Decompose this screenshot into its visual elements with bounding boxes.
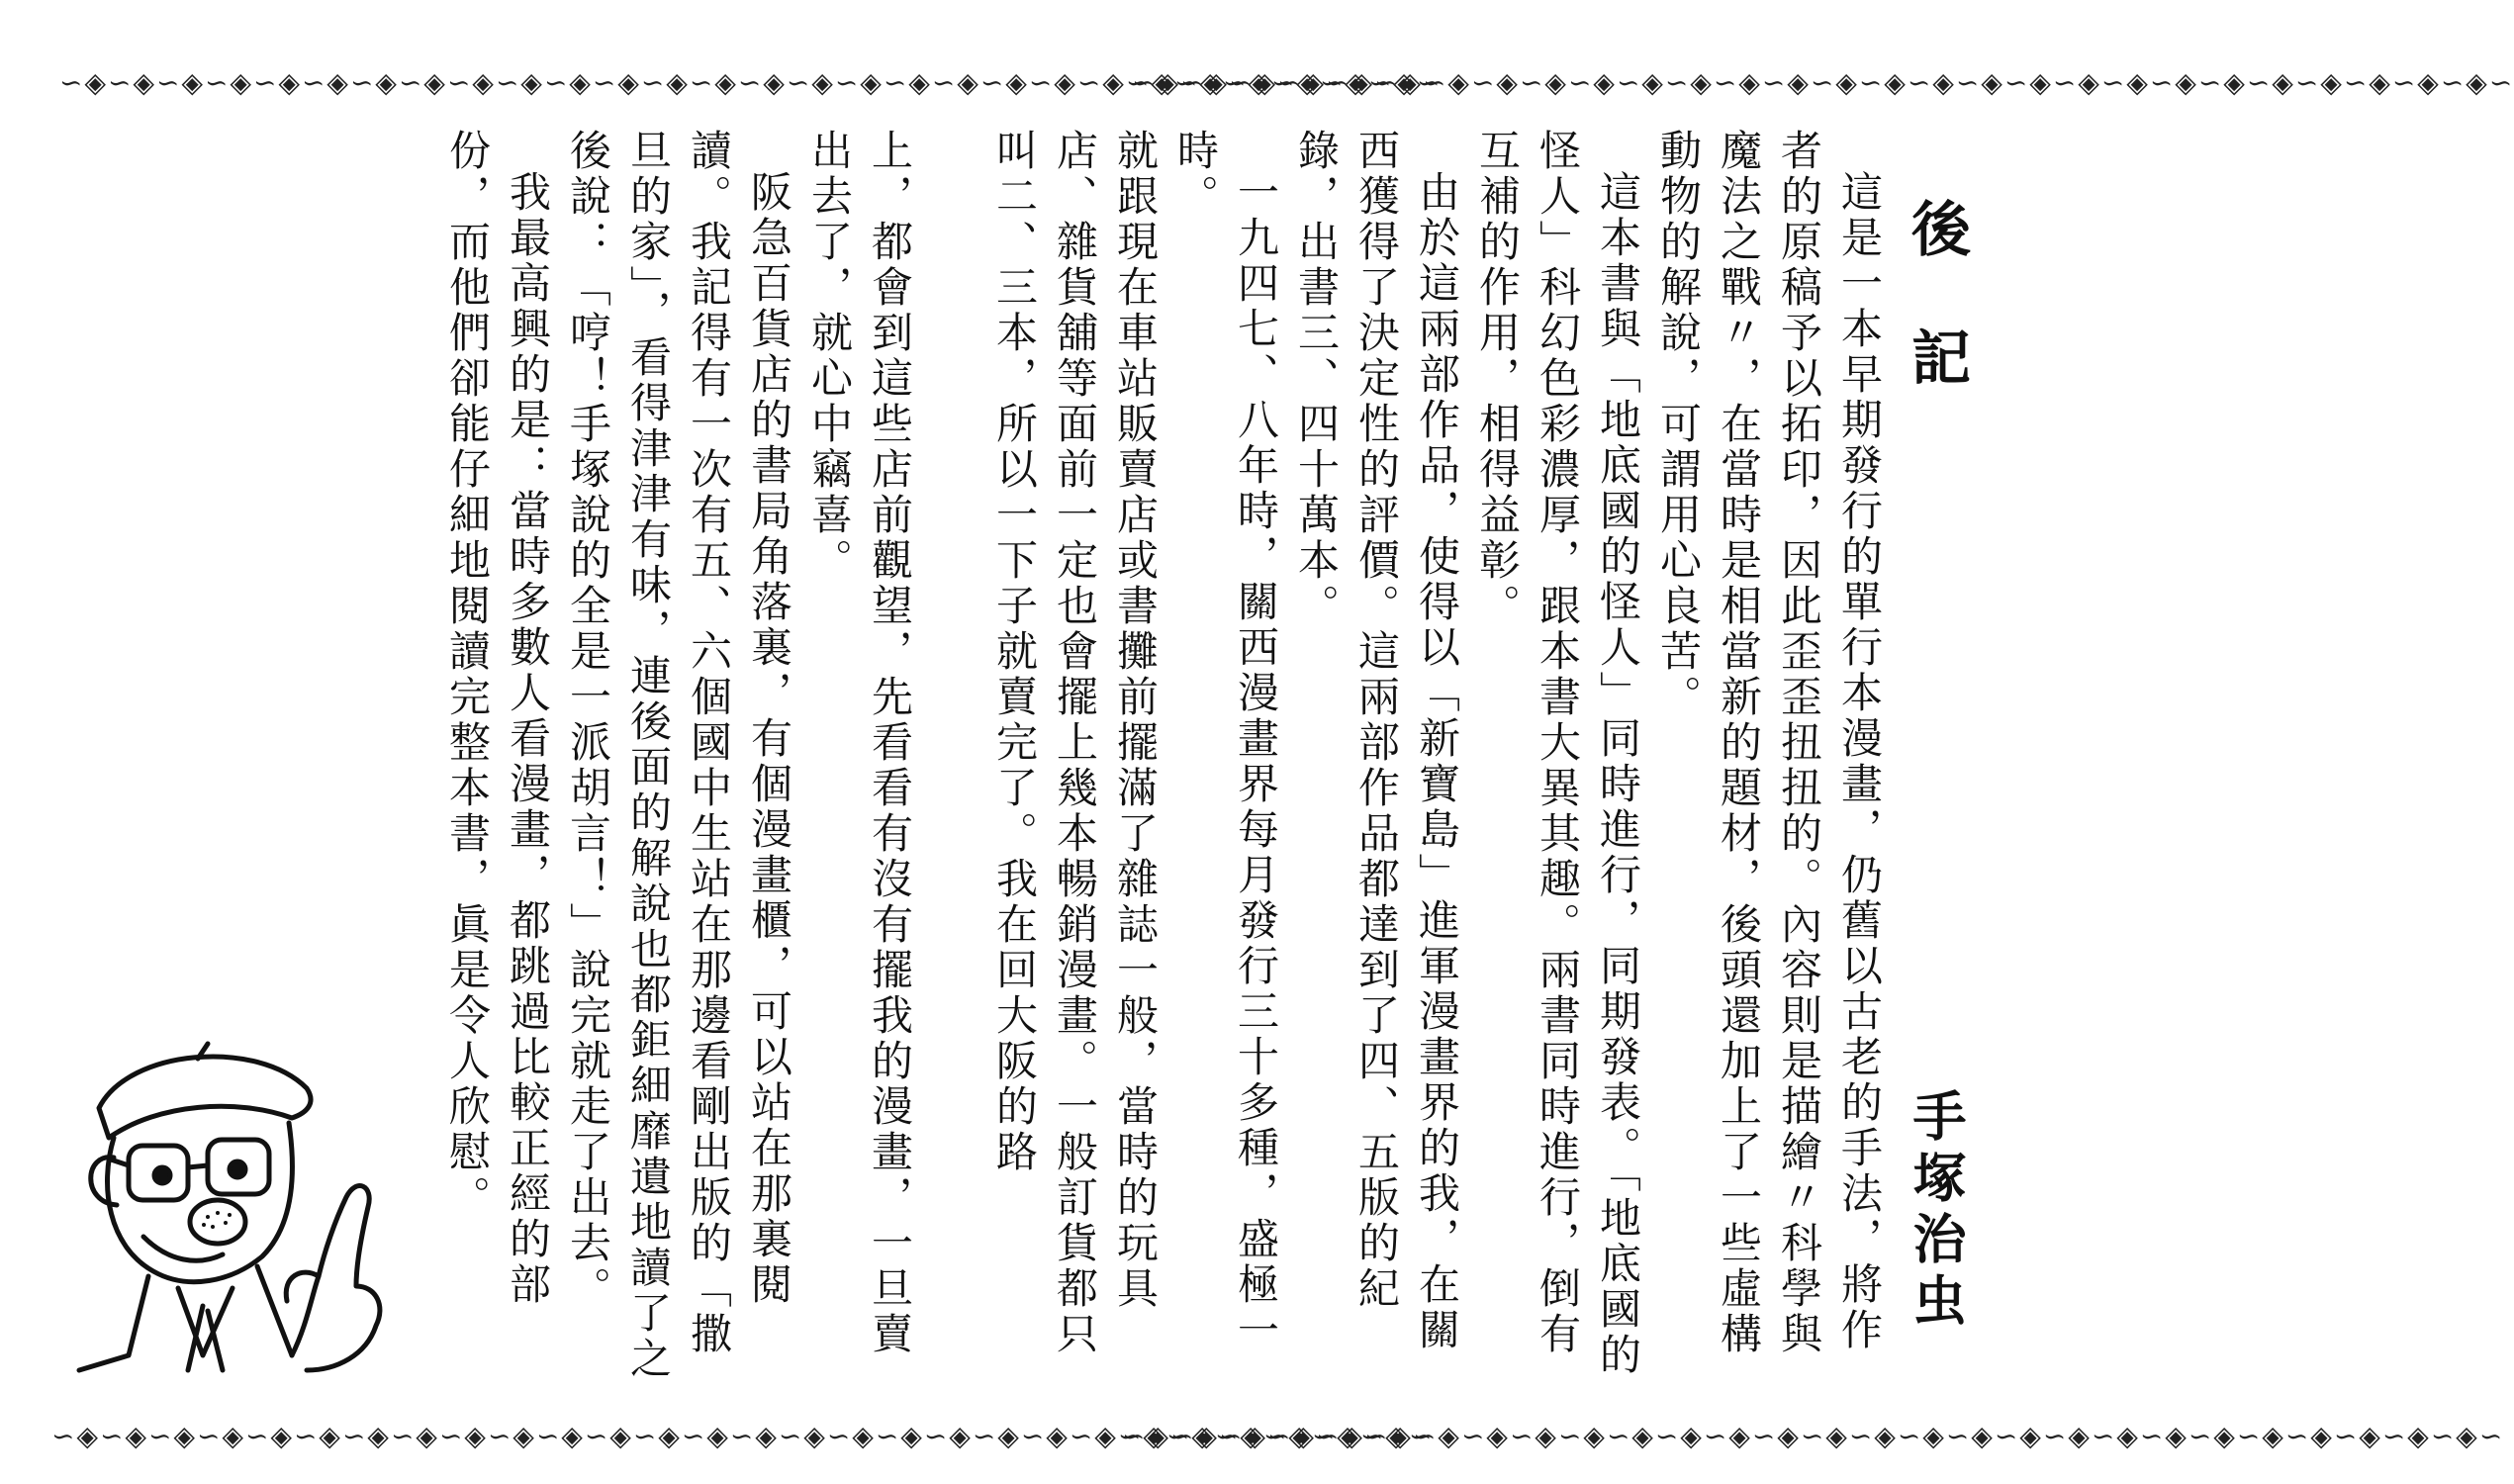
bottom-border-ornament: ∽◈∽◈∽◈∽◈∽◈∽◈∽◈∽◈∽◈∽◈∽◈∽◈∽◈∽◈∽◈∽◈∽◈∽◈∽◈∽◈∽◈∽◈∽◈∽◈∽◈∽◈∽◈∽◈∽ xyxy=(51,1420,1435,1452)
body-paragraph: 這是一本早期發行的單行本漫畫，仍舊以古老的手法，將作者的原稿予以拓印，因此歪歪扭扭的。內容則是描繪〃科學與魔法之戰〃，在當時是相當新的題材，後頭還加上了一些虛構動物的解說，可謂用心良苦。 xyxy=(1654,129,1884,1357)
body-paragraph: 阪急百貨店的書局角落裏，有個漫畫櫃，可以站在那裏閱讀。我記得有一次有五、六個國中生站在那邊看剛出版的「撒旦的家」，看得津津有味，連後面的解說也都鉅細靡遺地讀了之後說：「哼！手塚說的全是一派胡言！」說完就走了出去。 xyxy=(564,129,793,1382)
body-paragraph: 就跟現在車站販賣店或書攤前擺滿了雜誌一般，當時的玩具店、雜貨舖等面前一定也會擺上幾本暢銷漫畫。一般訂貨都只叫二、三本，所以一下子就賣完了。我在回大阪的路 xyxy=(990,129,1160,1357)
author-self-portrait-illustration xyxy=(59,1029,416,1385)
top-border-ornament: ∽◈∽◈∽◈∽◈∽◈∽◈∽◈∽◈∽◈∽◈∽◈∽◈∽◈∽◈∽◈∽◈∽◈∽◈∽◈∽◈∽◈∽◈∽◈∽◈∽◈∽◈∽◈∽◈∽ xyxy=(59,66,1443,99)
bottom-border-ornament: ∽◈∽◈∽◈∽◈∽◈∽◈∽◈∽◈∽◈∽◈∽◈∽◈∽◈∽◈∽◈∽◈∽◈∽◈∽◈∽◈∽◈∽◈∽◈∽◈∽◈∽◈∽◈∽◈∽ xyxy=(1122,1420,2505,1452)
body-paragraph: 我最高興的是：當時多數人看漫畫，都跳過比較正經的部份，而他們卻能仔細地閱讀完整本書，眞是令人欣慰。 xyxy=(443,129,552,1308)
body-paragraph: 一九四七、八年時，關西漫畫界每月發行三十多種，盛極一時。 xyxy=(1171,129,1280,1353)
right-page-body xyxy=(990,129,1890,1385)
body-paragraph: 上，都會到這些店前觀望，先看看有沒有擺我的漫畫，一旦賣出去了，就心中竊喜。 xyxy=(805,129,914,1357)
author-name: 手塚治虫 xyxy=(1905,1088,1968,1334)
left-page-body xyxy=(443,129,920,1385)
right-page xyxy=(990,0,2514,1484)
body-paragraph: 這本書與「地底國的怪人」同時進行，同期發表。「地底國的怪人」科幻色彩濃厚，跟本書大異其趣。兩書同時進行，倒有互補的作用，相得益彰。 xyxy=(1473,129,1642,1378)
top-border-ornament: ∽◈∽◈∽◈∽◈∽◈∽◈∽◈∽◈∽◈∽◈∽◈∽◈∽◈∽◈∽◈∽◈∽◈∽◈∽◈∽◈∽◈∽◈∽◈∽◈∽◈∽◈∽◈∽◈∽ xyxy=(1132,66,2514,99)
body-paragraph: 由於這兩部作品，使得以「新寶島」進軍漫畫界的我，在關西獲得了決定性的評價。這兩部作品都達到了四、五版的紀錄，出書三、四十萬本。 xyxy=(1292,129,1461,1353)
page-title: 後記 xyxy=(1902,198,1971,455)
